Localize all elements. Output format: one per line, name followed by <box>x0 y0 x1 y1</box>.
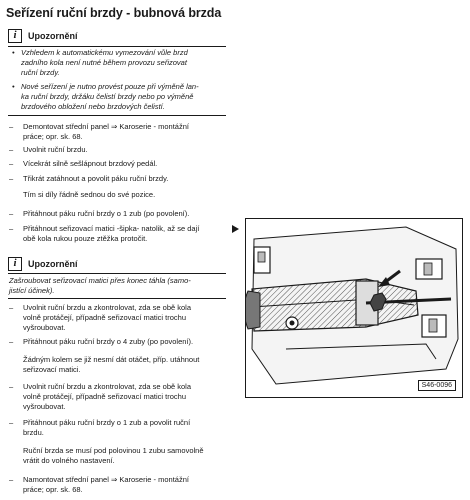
step-dash: – <box>9 159 14 168</box>
note-text: Nové seřízení je nutno provést pouze při výměně lan- ka ruční brzdy, držáku čelistí brzdy nebo po výměně brzdového obložení nebo brzdových čelistí. <box>21 82 199 111</box>
step-text: Namontovat střední panel ⇒ Karoserie - montážní práce; opr. sk. 68. <box>23 475 189 494</box>
note-divider <box>8 115 226 116</box>
step-dash: – <box>9 418 14 427</box>
step-dash: – <box>9 303 14 312</box>
note-label: Upozornění <box>28 31 78 41</box>
step-dash: – <box>9 337 14 346</box>
step-note: Ruční brzda se musí pod polovinou 1 zubu samovolně vrátit do volného nastavení. <box>23 446 204 465</box>
figure-code: S46-0096 <box>418 380 456 391</box>
step-dash: – <box>9 174 14 183</box>
step-note: Žádným kolem se již nesmí dát otáčet, příp. utáhnout seřizovací matici. <box>23 355 200 374</box>
handbrake-illustration <box>246 219 463 398</box>
step-text: Uvolnit ruční brzdu. <box>23 145 88 154</box>
note-text: Zašroubovat seřizovací matici přes konec táhla (samo- jistící účinek). <box>9 276 191 295</box>
step-dash: – <box>9 475 14 484</box>
step-dash: – <box>9 382 14 391</box>
figure-pointer-arrow <box>232 225 239 233</box>
step-dash: – <box>9 122 14 131</box>
note-header <box>8 257 78 271</box>
step-dash: – <box>9 209 14 218</box>
step-text: Třikrát zatáhnout a povolit páku ruční brzdy. <box>23 174 169 183</box>
note-bullet: • <box>12 48 15 57</box>
info-icon: i <box>8 29 22 43</box>
step-text: Přitáhnout seřizovací matici -šipka- natolik, až se dají obě kola rukou pouze ztěžka protočit. <box>23 224 200 243</box>
step-dash: – <box>9 145 14 154</box>
step-note: Tím si díly řádně sednou do své pozice. <box>23 190 156 199</box>
step-text: Uvolnit ruční brzdu a zkontrolovat, zda se obě kola volně protáčejí, případně seřizovací matici trochu vyšroubovat. <box>23 382 192 411</box>
note-divider <box>8 46 226 47</box>
info-icon: i <box>8 257 22 271</box>
note-label: Upozornění <box>28 259 78 269</box>
note-bullet: • <box>12 82 15 91</box>
note-divider <box>8 298 226 299</box>
step-text: Přitáhnout páku ruční brzdy o 1 zub (po povolení). <box>23 209 190 218</box>
handbrake-figure <box>245 218 463 398</box>
step-text: Uvolnit ruční brzdu a zkontrolovat, zda se obě kola volně protáčejí, případně seřizovací matici trochu vyšroubovat. <box>23 303 192 332</box>
step-dash: – <box>9 224 14 233</box>
note-divider <box>8 273 226 274</box>
step-text: Přitáhnout páku ruční brzdy o 1 zub a povolit ruční brzdu. <box>23 418 191 437</box>
note-header <box>8 29 78 43</box>
lever-grip <box>246 291 260 329</box>
step-text: Přitáhnout páku ruční brzdy o 4 zuby (po povolení). <box>23 337 194 346</box>
step-text: Demontovat střední panel ⇒ Karoserie - montážní práce; opr. sk. 68. <box>23 122 189 141</box>
step-text: Vícekrát silně sešlápnout brzdový pedál. <box>23 159 158 168</box>
page-title: Seřízení ruční brzdy - bubnová brzda <box>6 6 222 20</box>
note-text: Vzhledem k automatickému vymezování vůle brzd zadního kola není nutné během provozu seřizovat ruční brzdy. <box>21 48 188 77</box>
